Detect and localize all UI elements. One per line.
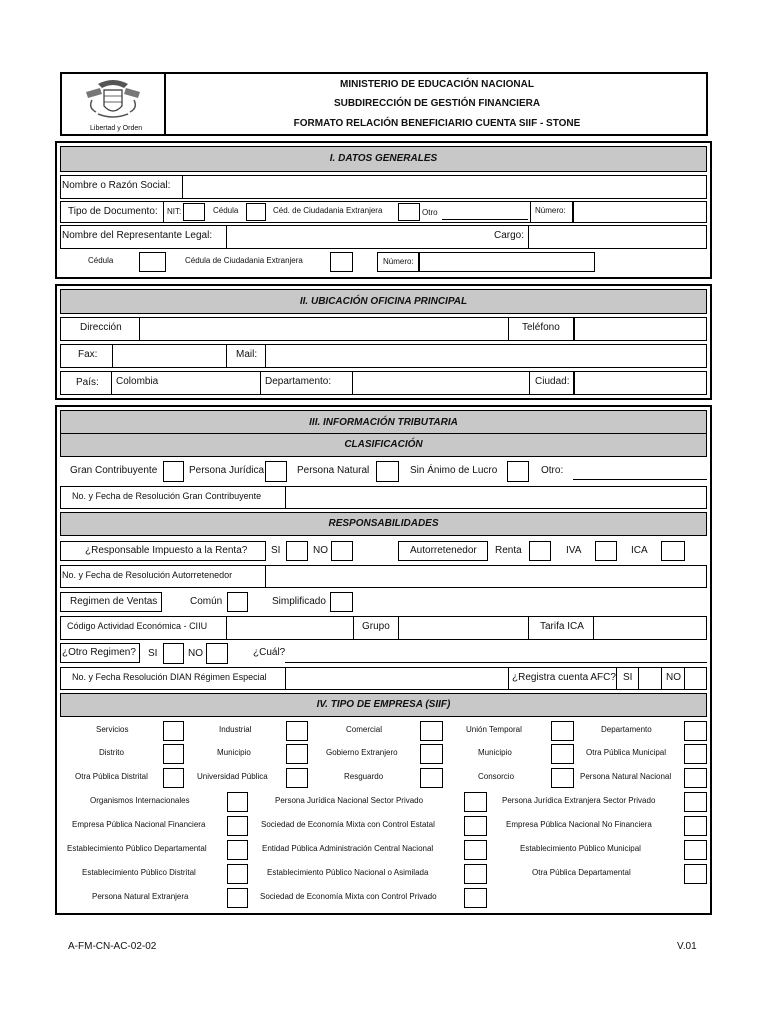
autoret-iva-checkbox[interactable] — [595, 541, 617, 561]
tipo-otra-publica-municipal-label: Otra Pública Municipal — [586, 748, 667, 757]
nit-checkbox[interactable] — [183, 203, 205, 221]
renta-si-checkbox[interactable] — [286, 541, 308, 561]
tipo-admin-central-label: Entidad Pública Administración Central Nacional — [262, 844, 434, 853]
autoret-renta-checkbox[interactable] — [529, 541, 551, 561]
tipo-municipio2-checkbox[interactable] — [551, 744, 574, 764]
direccion-label: Dirección — [80, 322, 122, 333]
otro-regimen-no-checkbox[interactable] — [206, 643, 228, 664]
otro-clasificacion-label: Otro: — [541, 465, 564, 476]
numero-input[interactable] — [573, 201, 707, 223]
gran-contribuyente-checkbox[interactable] — [163, 461, 184, 482]
nombre-input[interactable] — [183, 175, 707, 199]
regimen-ventas-label: Regimen de Ventas — [70, 596, 158, 607]
tipo-industrial-checkbox[interactable] — [286, 721, 308, 741]
autoret-renta-label: Renta — [495, 545, 522, 556]
tipo-pj-extranjera-privado-checkbox[interactable] — [684, 792, 707, 812]
sin-animo-checkbox[interactable] — [507, 461, 529, 482]
otro-regimen-label: ¿Otro Regimen? — [62, 647, 136, 658]
fax-label: Fax: — [78, 349, 98, 360]
nombre-label: Nombre o Razón Social: — [62, 180, 171, 191]
sin-animo-label: Sin Ánimo de Lucro — [410, 465, 498, 476]
tipo-resguardo-label: Resguardo — [344, 772, 384, 781]
tipo-municipio2-label: Municipio — [478, 748, 512, 757]
tipo-pj-nacional-privado-label: Persona Jurídica Nacional Sector Privado — [275, 796, 424, 805]
tipo-pj-extranjera-privado-label: Persona Jurídica Extranjera Sector Privado — [502, 796, 656, 805]
coat-of-arms-icon — [78, 76, 148, 122]
tipo-municipio-checkbox[interactable] — [286, 744, 308, 764]
tipo-gobierno-extranjero-checkbox[interactable] — [420, 744, 443, 764]
tipo-consorcio-label: Consorcio — [478, 772, 515, 781]
coat-of-arms-logo — [78, 76, 148, 132]
tipo-ep-distrital-checkbox[interactable] — [227, 864, 248, 884]
tipo-departamento-checkbox[interactable] — [684, 721, 707, 741]
tipo-industrial-label: Industrial — [219, 725, 252, 734]
tipo-otra-publica-departamental-label: Otra Pública Departamental — [532, 868, 631, 877]
tipo-epn-financiera-checkbox[interactable] — [227, 816, 248, 836]
telefono-label: Teléfono — [522, 322, 560, 333]
mail-input[interactable] — [266, 344, 707, 368]
tipo-distrito-label: Distrito — [99, 748, 124, 757]
tipo-servicios-label: Servicios — [96, 725, 129, 734]
gran-contribuyente-label: Gran Contribuyente — [70, 465, 158, 476]
tipo-municipio-label: Municipio — [217, 748, 251, 757]
numero-label: Número: — [535, 206, 566, 215]
tipo-mixta-estatal-label: Sociedad de Economía Mixta con Control Estatal — [261, 820, 435, 829]
subdirectorate-title: SUBDIRECCIÓN DE GESTIÓN FINANCIERA — [333, 98, 541, 109]
otro-clasificacion-line[interactable] — [573, 479, 707, 480]
mail-label: Mail: — [236, 349, 258, 360]
tipo-ep-municipal-checkbox[interactable] — [684, 840, 707, 860]
autorretenedor-label: Autorretenedor — [410, 545, 477, 556]
tipo-universidad-publica-label: Universidad Pública — [197, 772, 268, 781]
form-title: FORMATO RELACIÓN BENEFICIARIO CUENTA SIIF - STONE — [293, 118, 581, 129]
cargo-input[interactable] — [528, 225, 707, 249]
ciudad-label: Ciudad: — [535, 376, 570, 387]
pais-label: País: — [76, 377, 99, 388]
cedula-checkbox[interactable] — [246, 203, 266, 221]
tipo-gobierno-extranjero-label: Gobierno Extranjero — [326, 748, 398, 757]
afc-no-checkbox[interactable] — [684, 667, 707, 690]
renta-no-label: NO — [313, 545, 328, 556]
comun-label: Común — [190, 596, 223, 607]
tipo-epn-financiera-label: Empresa Pública Nacional Financiera — [72, 820, 206, 829]
afc-no-label: NO — [666, 672, 681, 683]
tipo-otra-publica-municipal-checkbox[interactable] — [684, 744, 707, 764]
numero2-label: Número: — [383, 257, 414, 266]
clasificacion-title: CLASIFICACIÓN — [60, 433, 707, 457]
comun-checkbox[interactable] — [227, 592, 248, 612]
ced-ext-label: Céd. de Ciudadania Extranjera — [273, 206, 383, 215]
section-4-title: IV. TIPO DE EMPRESA (SIIF) — [60, 693, 707, 717]
telefono-input[interactable] — [574, 317, 707, 341]
departamento-input[interactable] — [353, 371, 529, 395]
cedula2-checkbox[interactable] — [139, 252, 166, 272]
numero2-input[interactable] — [419, 252, 595, 272]
section-1-title: I. DATOS GENERALES — [60, 146, 707, 172]
renta-no-checkbox[interactable] — [331, 541, 353, 561]
tipo-pj-nacional-privado-checkbox[interactable] — [464, 792, 487, 812]
tipo-persona-natural-extranjera-checkbox[interactable] — [227, 888, 248, 908]
tipo-mixta-privado-checkbox[interactable] — [464, 888, 487, 908]
cargo-label: Cargo: — [494, 230, 525, 241]
tipo-organismos-internacionales-checkbox[interactable] — [227, 792, 248, 812]
pais-value[interactable]: Colombia — [116, 376, 159, 387]
tipo-organismos-internacionales-label: Organismos Internacionales — [90, 796, 190, 805]
tipo-persona-natural-nacional-label: Persona Natural Nacional — [580, 772, 672, 781]
persona-natural-checkbox[interactable] — [376, 461, 399, 482]
otro-regimen-si-label: SI — [148, 648, 158, 659]
ciudad-input[interactable] — [574, 371, 707, 395]
logo-caption: Libertad y Orden — [90, 125, 143, 132]
simplificado-label: Simplificado — [272, 596, 326, 607]
autoret-ica-checkbox[interactable] — [661, 541, 685, 561]
tipo-ep-nacional-asimilada-label: Establecimiento Público Nacional o Asimilada — [267, 868, 429, 877]
tipo-admin-central-checkbox[interactable] — [464, 840, 487, 860]
otro-regimen-no-label: NO — [188, 648, 203, 659]
cedula-label: Cédula — [213, 206, 239, 215]
form-version: V.01 — [677, 941, 697, 952]
tarifa-label: Tarifa ICA — [540, 621, 584, 632]
tipo-union-temporal-label: Unión Temporal — [466, 725, 522, 734]
tipo-otra-publica-distrital-checkbox[interactable] — [163, 768, 184, 788]
otro-doc-line[interactable] — [442, 219, 528, 220]
resol-auto-label: No. y Fecha de Resolución Autorretenedor — [62, 570, 233, 580]
direccion-input[interactable] — [140, 317, 508, 341]
tipo-servicios-checkbox[interactable] — [163, 721, 184, 741]
representante-label: Nombre del Representante Legal: — [62, 230, 213, 241]
tipo-mixta-estatal-checkbox[interactable] — [464, 816, 487, 836]
renta-si-label: SI — [271, 545, 281, 556]
tipo-comercial-label: Comercial — [346, 725, 383, 734]
afc-label: ¿Registra cuenta AFC? — [512, 672, 616, 683]
tipo-mixta-privado-label: Sociedad de Economía Mixta con Control Privado — [260, 892, 437, 901]
section-2-title: II. UBICACIÓN OFICINA PRINCIPAL — [60, 289, 707, 314]
tipo-otra-publica-departamental-checkbox[interactable] — [684, 864, 707, 884]
nit-label: NIT: — [167, 207, 182, 216]
tipo-departamento-label: Departamento — [601, 725, 652, 734]
afc-si-checkbox[interactable] — [638, 667, 662, 690]
cedula2-label: Cédula — [88, 256, 114, 265]
tipo-doc-label: Tipo de Documento: — [68, 206, 158, 217]
ciiu-label: Código Actividad Económica - CIIU — [67, 621, 208, 631]
departamento-label: Departamento: — [265, 376, 332, 387]
autoret-iva-label: IVA — [566, 545, 582, 556]
tipo-epn-no-financiera-checkbox[interactable] — [684, 816, 707, 836]
persona-juridica-label: Persona Jurídica — [189, 465, 265, 476]
form-code: A-FM-CN-AC-02-02 — [68, 941, 157, 952]
tipo-otra-publica-distrital-label: Otra Pública Distrital — [75, 772, 148, 781]
tipo-comercial-checkbox[interactable] — [420, 721, 443, 741]
responsabilidades-title: RESPONSABILIDADES — [60, 512, 707, 536]
tipo-ep-distrital-label: Establecimiento Público Distrital — [82, 868, 196, 877]
cual-label: ¿Cuál? — [253, 647, 286, 658]
renta-question-label: ¿Responsable Impuesto a la Renta? — [85, 545, 248, 556]
ministry-title: MINISTERIO DE EDUCACIÓN NACIONAL — [340, 79, 534, 90]
section-3-title: III. INFORMACIÓN TRIBUTARIA — [60, 410, 707, 434]
tipo-universidad-publica-checkbox[interactable] — [286, 768, 308, 788]
persona-natural-label: Persona Natural — [297, 465, 370, 476]
cual-line[interactable] — [285, 662, 707, 663]
tipo-distrito-checkbox[interactable] — [163, 744, 184, 764]
tipo-union-temporal-checkbox[interactable] — [551, 721, 574, 741]
tipo-ep-municipal-label: Establecimiento Público Municipal — [520, 844, 641, 853]
otro-doc-label: Otro — [422, 208, 438, 217]
ced-ext2-label: Cédula de Ciudadania Extranjera — [185, 256, 303, 265]
fax-input[interactable] — [113, 344, 226, 368]
grupo-label: Grupo — [362, 621, 390, 632]
tipo-ep-nacional-asimilada-checkbox[interactable] — [464, 864, 487, 884]
dian-label: No. y Fecha Resolución DIAN Régimen Especial — [72, 672, 267, 682]
tipo-persona-natural-extranjera-label: Persona Natural Extranjera — [92, 892, 189, 901]
otro-regimen-si-checkbox[interactable] — [163, 643, 184, 664]
tipo-epn-no-financiera-label: Empresa Pública Nacional No Financiera — [506, 820, 652, 829]
autoret-ica-label: ICA — [631, 545, 648, 556]
representante-input[interactable] — [227, 225, 489, 249]
tipo-consorcio-checkbox[interactable] — [551, 768, 574, 788]
tipo-ep-departamental-label: Establecimiento Público Departamental — [67, 844, 207, 853]
tipo-ep-departamental-checkbox[interactable] — [227, 840, 248, 860]
resol-gran-label: No. y Fecha de Resolución Gran Contribuyente — [72, 491, 262, 501]
ced-ext-checkbox[interactable] — [398, 203, 420, 221]
afc-si-label: SI — [623, 672, 633, 683]
ced-ext2-checkbox[interactable] — [330, 252, 353, 272]
tipo-persona-natural-nacional-checkbox[interactable] — [684, 768, 707, 788]
tipo-resguardo-checkbox[interactable] — [420, 768, 443, 788]
simplificado-checkbox[interactable] — [330, 592, 353, 612]
persona-juridica-checkbox[interactable] — [265, 461, 287, 482]
